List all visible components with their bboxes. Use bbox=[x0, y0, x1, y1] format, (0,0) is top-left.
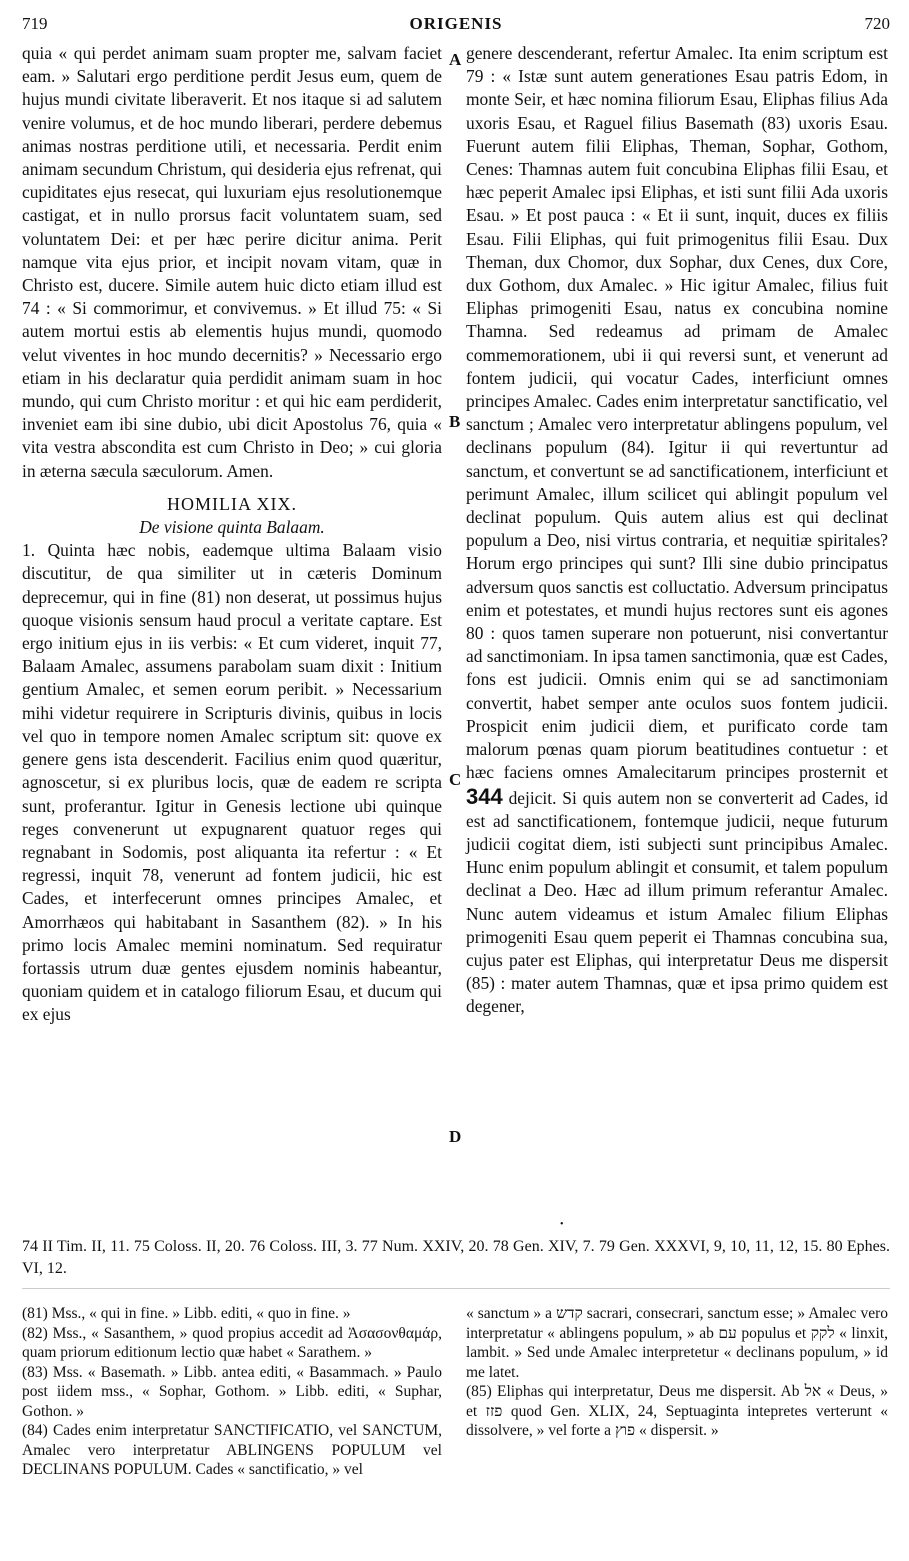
right-column bbox=[466, 42, 888, 1019]
body-paragraph: quia « qui perdet animam suam propter me, salvam faciet eam. » Salutari ergo perditione perdit Jesus eum, quem de hujus mundi civitate liberaverit. Et nos itaque si ad salutem venire volumus, et de hoc mundo liberari, perdere debemus animas nostras perditione utili, et necessaria. Perdit enim animam secundum Christum, qui desideria ejus refrenat, qui cupiditates ejus resecat, qui luxuriam ejus resolutionemque castigat, et in nullo prorsus facit voluntatem suam, sed voluntatem Dei: et per hæc perire dicitur anima. Perit namque vita ejus prior, et incipit novam vitam, quæ in Christo est, ducere. Simile autem huic dicto etiam illud est 74 : « Si commorimur, et convivemus. » Et illud 75: « Si autem mortui estis ab elementis hujus mundi, quomodo velut viventes in hoc mundo decernitis? » Necessario ergo etiam in his declaratur quia perdidit animam suam in hoc mundo, qui cum Christo moritur : et qui hic eam perdiderit, inveniet eam ibi sine dubio, ubi dicit Apostolus 76, quia « vita vestra abscondita est cum Christo in Deo; » cui gloria in æterna sæcula sæculorum. Amen. bbox=[22, 43, 442, 481]
footnote: (81) Mss., « qui in fine. » Libb. editi, « quo in fine. » bbox=[22, 1305, 351, 1322]
margin-letter-a: A bbox=[449, 50, 462, 69]
running-title: ORIGENIS bbox=[409, 14, 503, 33]
footnote: « sanctum » a קדש sacrari, consecrari, sanctum esse; » Amalec vero interpretatur « ablingens populum, » ab עם populus et לקק « linxit, lambit. » Sed unde Amalec interpretetur « declinans populum, » id me latet. bbox=[466, 1305, 889, 1381]
margin-letter-d: D bbox=[449, 1127, 462, 1146]
separator-mark: • bbox=[560, 1219, 564, 1230]
page-header bbox=[22, 14, 890, 40]
body-text: dejicit. Si quis autem non se converterit ad Cades, id est ad sanctificationem, fontemque judicii, neque futurum judicii cogitat diem, isti subjecti sunt principibus Amalec. Hunc enim populum ablingit et consumit, et talem populum declinat a Deo. Hæc ad illum primum referantur Amalec. Nunc autem videamus et istum Amalec filium Eliphas primogeniti Esau quem peperit ei Thamnas concubina sua, cujus pater est Eliphas, qui interpretatur Deus me dispersit (85) : mater autem Thamnas, quæ et ipsa primo quidem est degener, bbox=[466, 787, 888, 1017]
footnotes-right bbox=[466, 1304, 888, 1441]
footnote: (84) Cades enim interpretatur SANCTIFICATIO, vel SANCTUM, Amalec vero interpretatur ABLINGENS POPULUM vel DECLINANS POPULUM. Cades « sanctificatio, » vel bbox=[22, 1422, 442, 1478]
left-column bbox=[22, 42, 442, 1027]
footnote: (82) Mss., « Sasanthem, » quod propius accedit ad Ἀσασονθαμάρ, quam priorum editionum lectio quæ habet « Sarathem. » bbox=[22, 1324, 442, 1361]
margin-letter-c: C bbox=[449, 770, 462, 789]
page-number-left: 719 bbox=[22, 14, 48, 33]
homily-subtitle: De visione quinta Balaam. bbox=[139, 517, 325, 538]
footnote: (83) Mss. « Basemath. » Libb. antea editi, « Basammach. » Paulo post iidem mss., « Sophar, Gothom. » Libb. editi, « Suphar, Gothon. » bbox=[22, 1363, 442, 1420]
margin-letter-b: B bbox=[449, 412, 461, 431]
body-text: genere descenderant, refertur Amalec. Ita enim scriptum est 79 : « Istæ sunt autem generationes Esau patris Edom, in monte Seir, et hæc nomina filiorum Esau, Eliphas filius Ada uxoris Esau, et Raguel filius Basemath (83) uxoris Esau. Fuerunt autem filii Eliphas, Theman, Sophar, Gothom, Cenes: Thamnas autem fuit concubina Eliphas filii Esau, et hæc peperit Amalec ipsi Eliphas, et isti sunt filii Ada uxoris Esau. » Et post pauca : « Et ii sunt, inquit, duces ex filiis Esau. Filii Eliphas, qui fuit primogenitus filii Esau. Dux Theman, dux Chomor, dux Sophar, dux Cenes, dux Core, dux Gothom, dux Amalec. » Hic igitur Amalec, filius fuit Eliphas primogeniti Esau, natus ex concubina nomine Thamna. Sed redeamus ad primam de Amalec commemorationem, ubi ii qui reversi sunt, et venerunt ad fontem judicii, qui vocatur Cades, interficiunt omnes principes Amalec. Cades enim interpretatur sanctificatio, vel sanctum ; Amalec vero interpretatur ablingens populum, vel declinans populum (84). Igitur ii qui revertuntur ad sanctum, et convertunt se ad sanctificationem, interficiunt et perimunt Amalec, illum scilicet qui ablingit populum vel declinat populum. Quis autem alius est qui declinat populum a Deo, nisi virtus contraria, et nequitiæ spiritales? Horum ergo principes qui sunt? Illi sine dubio principatus adversum quos sanctis est colluctatio. Adversum principatus enim et potestates, et mundi hujus rectores sunt eis agones 80 : quos tamen superare non potuerunt, nisi convertantur ad sanctimoniam. In ipsa tamen sanctimonia, quæ est Cades, fons est judicii. Omnis enim qui se ad sanctimoniam convertit, habet semper ante oculos suos fontem judicii. Prospicit enim judicii diem, et purificato corde tam malorum pœnas quam piorum beatitudines contuetur : et hæc faciens omnes Amalecitarum principes prosternit et bbox=[466, 43, 888, 783]
body-paragraph: 1. Quinta hæc nobis, eademque ultima Balaam visio discutitur, de qua similiter ut in cæteris Dominum deprecemur, qui in fine (81) non deserat, ut possimus hujus quoque visionis sensum haud procul a veritate captare. Est ergo initium ejus in iis verbis: « Et cum videret, inquit 77, Balaam Amalec, assumens parabolam suam dixit : Initium gentium Amalec, et semen eorum peribit. » Necessarium mihi videtur requirere in Scripturis divinis, quibus in locis vel quo in tempore nomen Amalec scriptum sit: quove ex genere gens ista descenderit. Facilius enim quod quæritur, agnoscetur, si ex pluribus locis, quæ de eadem re scripta sunt, proferantur. Igitur in Genesis lectione ubi quinque reges convenerunt ut expugnarent quatuor reges qui regnabant in Sodomis, post aliquanta ita refertur : « Et regressi, inquit 78, venerunt ad fontem judicii, hic est Cades, et interfecerunt omnes principes Amalec, et Amorrhæos qui habitabant in Sasanthem (82). » In his primo locis Amalec memini nominatum. Sed requiratur fortassis utrum duæ gentes ejusdem nominis habeantur, quoniam quidem et in catalogo filiorum Esau, et ducum qui ex ejus bbox=[22, 540, 442, 1025]
page-marker: 344 bbox=[466, 783, 503, 809]
page-number-right: 720 bbox=[864, 14, 890, 33]
footnote: (85) Eliphas qui interpretatur, Deus me dispersit. Ab אל « Deus, » et פזז quod Gen. XLIX, 24, Septuaginta intepretes verterunt « dissolvere, » vel forte a פוץ « dispersit. » bbox=[466, 1383, 889, 1439]
divider bbox=[22, 1288, 890, 1289]
scripture-references: 74 II Tim. II, 11. 75 Coloss. II, 20. 76 Coloss. III, 3. 77 Num. XXIV, 20. 78 Gen. XIV, 7. 79 Gen. XXXVI, 9, 10, 11, 12, 15. 80 Ephes. VI, 12. bbox=[22, 1238, 890, 1277]
homily-title: HOMILIA XIX. bbox=[167, 493, 297, 514]
footnotes-left bbox=[22, 1304, 442, 1480]
body-paragraph bbox=[466, 42, 888, 1019]
